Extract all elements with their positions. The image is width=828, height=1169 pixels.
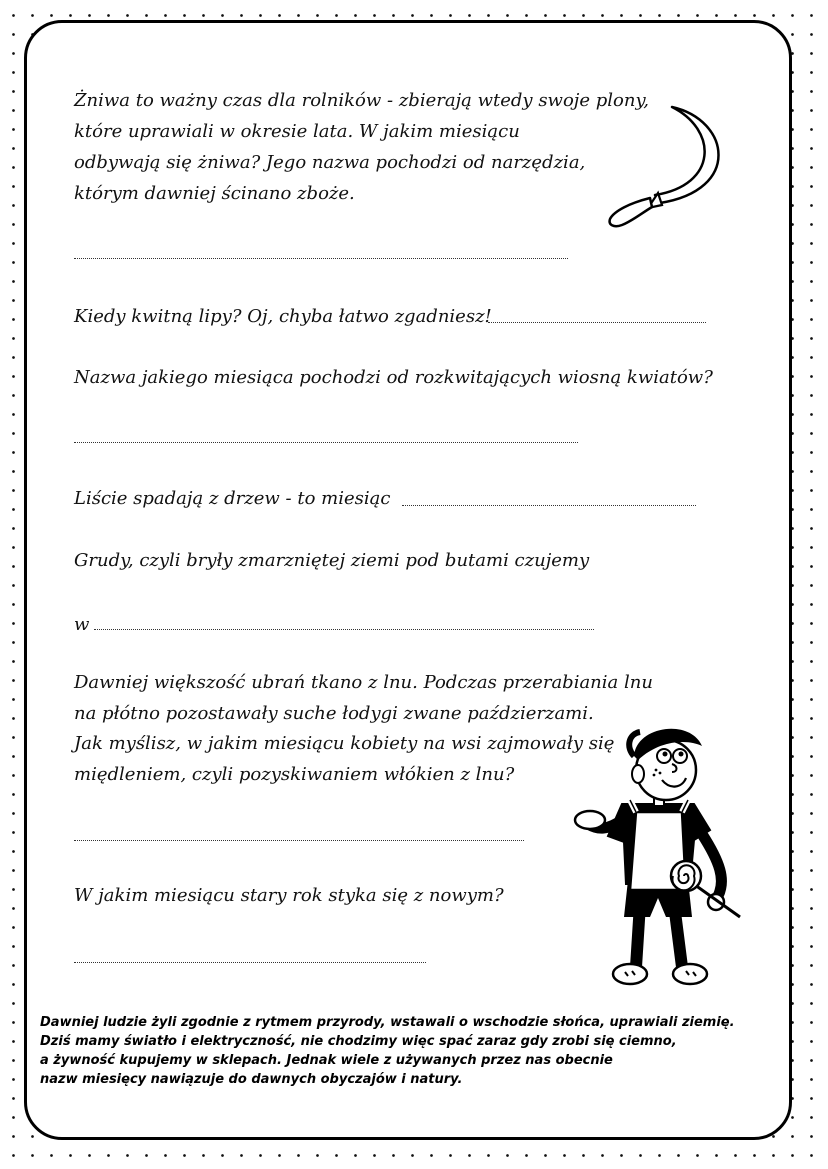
footer-intro — [40, 1013, 800, 1089]
q6-line-2: na płótno pozostawały suche łodygi zwane paździerzami. — [74, 703, 594, 724]
q6-line-4: międleniem, czyli pozyskiwaniem włókien z lnu? — [74, 764, 515, 785]
q7-text: W jakim miesiącu stary rok styka się z nowym? — [74, 885, 504, 906]
q1-line-3: odbywają się żniwa? Jego nazwa pochodzi od narzędzia, — [74, 152, 586, 173]
footer-line-3: a żywność kupujemy w sklepach. Jednak wiele z używanych przez nas obecnie — [40, 1053, 613, 1068]
q3-text: Nazwa jakiego miesiąca pochodzi od rozkwitających wiosną kwiatów? — [74, 367, 713, 388]
q6-answer-line[interactable] — [74, 840, 524, 841]
q6-line-1: Dawniej większość ubrań tkano z lnu. Podczas przerabiania lnu — [74, 672, 653, 693]
q2-text: Kiedy kwitną lipy? Oj, chyba łatwo zgadniesz! — [74, 306, 492, 327]
q1-line-1: Żniwa to ważny czas dla rolników - zbierają wtedy swoje plony, — [74, 90, 649, 111]
q3-answer-line[interactable] — [74, 442, 578, 443]
q5-answer-line[interactable] — [94, 629, 594, 630]
footer-line-1: Dawniej ludzie żyli zgodnie z rytmem przyrody, wstawali o wschodzie słońca, uprawiali ziemię. — [40, 1015, 735, 1030]
q6-line-3: Jak myślisz, w jakim miesiącu kobiety na wsi zajmowały się — [74, 733, 615, 754]
q1-line-2: które uprawiali w okresie lata. W jakim miesiącu — [74, 121, 520, 142]
q5-line-1: Grudy, czyli bryły zmarzniętej ziemi pod butami czujemy — [74, 550, 590, 571]
q2-answer-line[interactable] — [488, 322, 706, 323]
q4-text: Liście spadają z drzew - to miesiąc — [74, 488, 391, 509]
q1-line-4: którym dawniej ścinano zboże. — [74, 183, 355, 204]
q5-line-2-prefix: w — [74, 614, 90, 635]
sickle-icon — [600, 95, 740, 235]
boy-with-lollipop-illustration — [570, 712, 760, 992]
footer-line-4: nazw miesięcy nawiązuje do dawnych obyczajów i natury. — [40, 1072, 463, 1087]
q7-answer-line[interactable] — [74, 962, 426, 963]
footer-line-2: Dziś mamy światło i elektryczność, nie chodzimy więc spać zaraz gdy zrobi się ciemno, — [40, 1034, 677, 1049]
q1-answer-line[interactable] — [74, 258, 568, 259]
q4-answer-line[interactable] — [402, 505, 696, 506]
